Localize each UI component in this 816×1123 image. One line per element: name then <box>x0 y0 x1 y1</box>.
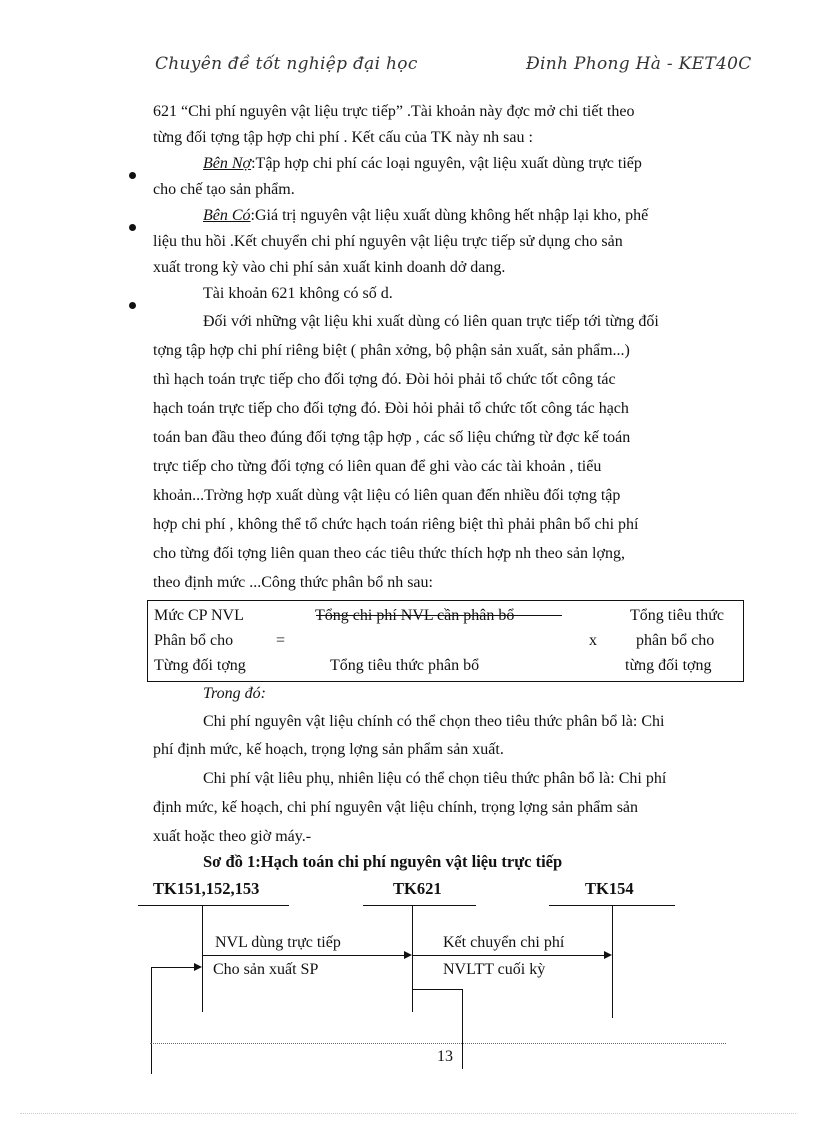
t-account-line <box>412 906 413 1012</box>
credit-line <box>203 207 648 225</box>
arrow-right-icon <box>194 963 202 971</box>
credit-text: :Giá trị nguyên vật liệu xuất dùng không hết nhập lại kho, phế <box>250 207 649 224</box>
body-line: khoản...Trờng hợp xuất dùng vật liệu có liên quan đến nhiều đối tợng tập <box>153 487 621 504</box>
entry-2-top: Kết chuyển chi phí <box>443 934 565 951</box>
body-line: Chi phí vật liêu phụ, nhiên liệu có thể chọn tiêu thức phân bổ là: Chi phí <box>203 770 667 787</box>
debit-line <box>203 155 642 173</box>
entry-2-bottom: NVLTT cuối kỳ <box>443 961 546 978</box>
t-account-line <box>612 906 613 1018</box>
page-number: 13 <box>437 1048 453 1065</box>
allocation-formula-box <box>147 600 744 682</box>
entry-1-top: NVL dùng trực tiếp <box>215 934 341 951</box>
body-line: Chi phí nguyên vật liệu chính có thể chọn theo tiêu thức phân bổ là: Chi <box>203 713 665 730</box>
body-line: xuất hoặc theo giờ máy.- <box>153 828 312 845</box>
connector-line <box>462 989 463 1069</box>
formula-right-2: phân bổ cho <box>636 632 715 649</box>
body-line: Đối với những vật liệu khi xuất dùng có liên quan trực tiếp tới từng đối <box>203 313 659 330</box>
formula-left-1: Mức CP NVL <box>154 607 244 624</box>
entry-arrow-line <box>412 955 604 956</box>
t-account-line <box>138 905 289 906</box>
formula-left-3: Từng đối tợng <box>154 657 246 674</box>
body-line: Tài khoản 621 không có số d. <box>203 285 393 302</box>
formula-times: x <box>589 632 597 649</box>
debit-text: :Tập hợp chi phí các loại nguyên, vật liệu xuất dùng trực tiếp <box>251 155 642 172</box>
formula-numerator: Tổng chi phí NVL cần phân bổ <box>315 607 515 624</box>
header-author: Đinh Phong Hà - KET40C <box>526 54 752 74</box>
formula-equals: = <box>276 632 286 649</box>
body-line: hạch toán trực tiếp cho đối tợng đó. Đòi hỏi phải tổ chức tốt công tác hạch <box>153 400 629 417</box>
connector-line <box>151 967 152 1074</box>
formula-denominator: Tổng tiêu thức phân bổ <box>330 657 480 674</box>
where-label: Trong đó: <box>203 685 266 702</box>
body-line: hợp chi phí , không thể tổ chức hạch toán riêng biệt thì phải phân bổ chi phí <box>153 516 639 533</box>
body-line: xuất trong kỳ vào chi phí sản xuất kinh doanh dở dang. <box>153 259 506 276</box>
body-line: liệu thu hồi .Kết chuyển chi phí nguyên vật liệu trực tiếp sử dụng cho sản <box>153 233 623 250</box>
body-line: tợng tập hợp chi phí riêng biệt ( phân xởng, bộ phận sản xuất, sản phẩm...) <box>153 342 630 359</box>
body-line: từng đối tợng tập hợp chi phí . Kết cấu của TK này nh sau : <box>153 129 533 146</box>
arrow-right-icon <box>604 951 612 959</box>
formula-left-2: Phân bổ cho <box>154 632 234 649</box>
body-line: định mức, kế hoạch, chi phí nguyên vật liệu chính, trọng lợng sản phẩm sản <box>153 799 639 816</box>
fraction-bar <box>316 615 562 616</box>
formula-right-1: Tổng tiêu thức <box>630 607 724 624</box>
bullet <box>129 302 136 309</box>
diagram-title: Sơ đồ 1:Hạch toán chi phí nguyên vật liệu trực tiếp <box>203 852 563 871</box>
entry-1-bottom: Cho sản xuất SP <box>213 961 319 978</box>
page-edge <box>20 1113 796 1114</box>
bullet <box>129 172 136 179</box>
t-account-line <box>202 906 203 1012</box>
credit-label: Bên Có <box>203 207 251 224</box>
connector-line <box>151 967 194 968</box>
body-line: phí định mức, kế hoạch, trọng lợng sản phẩm sản xuất. <box>153 741 504 758</box>
body-line: theo định mức ...Công thức phân bổ nh sau: <box>153 574 433 591</box>
body-line: cho từng đối tợng liên quan theo các tiêu thức thích hợp nh theo sản lợng, <box>153 545 625 562</box>
body-line: cho chế tạo sản phẩm. <box>153 181 295 198</box>
formula-right-3: từng đối tợng <box>625 657 712 674</box>
arrow-right-icon <box>404 951 412 959</box>
connector-line <box>412 989 462 990</box>
account-tk151: TK151,152,153 <box>153 879 260 898</box>
bullet <box>129 224 136 231</box>
entry-arrow-line <box>202 955 404 956</box>
body-line: toán ban đầu theo đúng đối tợng tập hợp , các số liệu chứng từ đợc kế toán <box>153 429 631 446</box>
t-account-line <box>363 905 476 906</box>
footer-rule <box>150 1043 726 1044</box>
debit-label: Bên Nợ <box>203 155 252 172</box>
account-tk621: TK621 <box>393 879 442 898</box>
body-line: thì hạch toán trực tiếp cho đối tợng đó. Đòi hỏi phải tổ chức tốt công tác <box>153 371 616 388</box>
header-title: Chuyên đề tốt nghiệp đại học <box>155 54 418 74</box>
body-line: 621 “Chi phí nguyên vật liệu trực tiếp” .Tài khoản này đợc mở chi tiết theo <box>153 103 635 120</box>
account-tk154: TK154 <box>585 879 634 898</box>
body-line: trực tiếp cho từng đối tợng có liên quan để ghi vào các tài khoản , tiểu <box>153 458 602 475</box>
